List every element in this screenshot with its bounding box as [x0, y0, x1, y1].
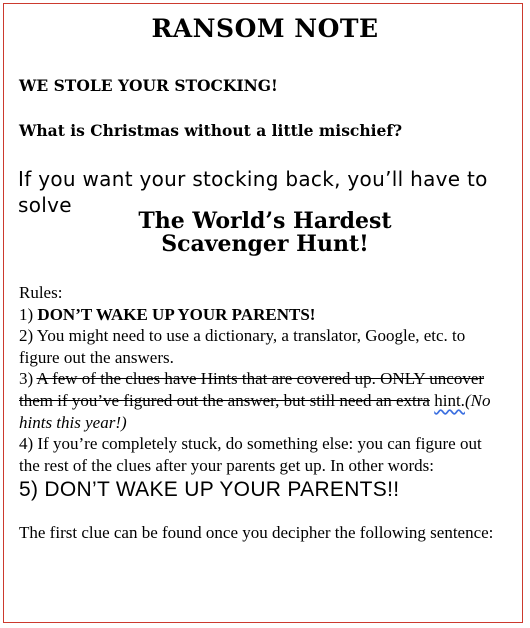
rule-5	[19, 476, 499, 504]
rule-1-number: 1)	[19, 304, 34, 324]
rule-2	[19, 325, 499, 368]
rule-2-text: You might need to use a dictionary, a translator, Google, etc. to figure out the answers.	[19, 326, 466, 367]
subline: What is Christmas without a little mischief?	[19, 121, 403, 140]
rule-4	[19, 433, 499, 476]
rule-4-text: If you’re completely stuck, do something else: you can figure out the rest of the clues after your parents get up. In other words:	[19, 434, 482, 475]
rule-5-text: DON’T WAKE UP YOUR PARENTS!!	[44, 478, 400, 502]
rule-1	[19, 304, 499, 326]
hunt-title	[0, 210, 530, 256]
hunt-title-line-1: The World’s Hardest	[138, 208, 392, 234]
rule-5-number: 5)	[19, 478, 39, 502]
closing-text: The first clue can be found once you decipher the following sentence:	[19, 523, 494, 543]
rule-1-text: DON’T WAKE UP YOUR PARENTS!	[37, 304, 316, 324]
hunt-title-line-2: Scavenger Hunt!	[161, 231, 369, 257]
rules-label: Rules:	[19, 283, 63, 302]
headline: WE STOLE YOUR STOCKING!	[19, 76, 278, 95]
rule-3-number: 3)	[19, 369, 34, 389]
rule-2-number: 2)	[19, 326, 34, 346]
rules-section	[19, 282, 499, 544]
rule-3	[19, 368, 499, 433]
rule-3-struck-text: A few of the clues have Hints that are covered up. ONLY uncover them if you’ve figured out the answer, but still need an extra	[19, 369, 485, 410]
rule-3-note: (No hints this year!)	[19, 390, 491, 432]
rule-4-number: 4)	[19, 434, 34, 454]
spacer	[19, 504, 499, 522]
rule-3-hint-word: hint.	[434, 390, 465, 410]
ransom-note-title: RANSOM NOTE	[151, 14, 379, 43]
handwriting-intro: If you want your stocking back, you’ll have to solve	[18, 167, 488, 217]
